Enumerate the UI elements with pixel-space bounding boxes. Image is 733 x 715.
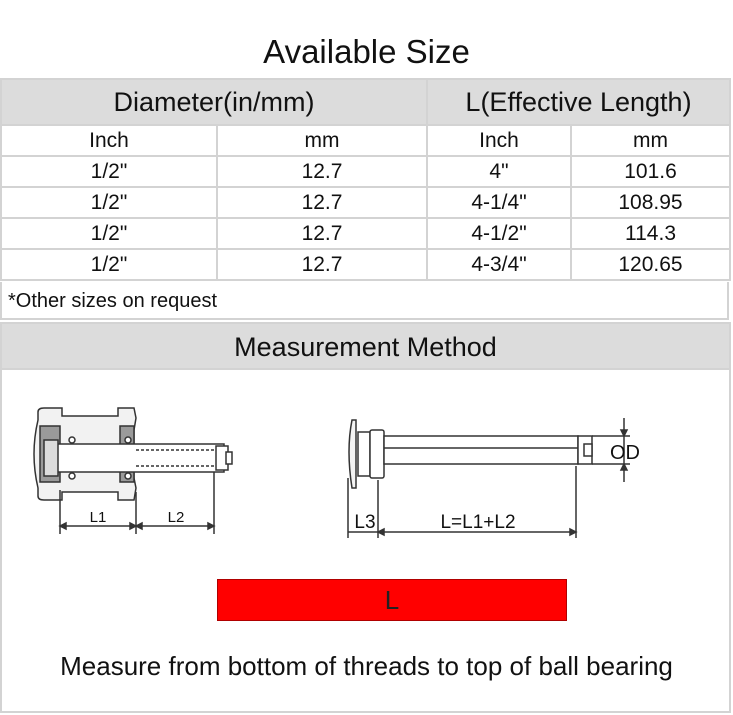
table-cell: 120.65 (571, 249, 730, 280)
table-row (1, 156, 730, 187)
measurement-caption: Measure from bottom of threads to top of ball bearing (60, 651, 673, 681)
col-header-mm: mm (217, 125, 427, 156)
length-header: L(Effective Length) (427, 79, 730, 125)
label-od: OD (610, 442, 640, 464)
table-cell: 1/2" (1, 218, 217, 249)
table-row (1, 187, 730, 218)
table-cell: 108.95 (571, 187, 730, 218)
diameter-header: Diameter(in/mm) (1, 79, 427, 125)
table-cell: 12.7 (217, 187, 427, 218)
table-row (1, 218, 730, 249)
col-header-inch: Inch (1, 125, 217, 156)
table-sub-header-row (1, 125, 730, 156)
table-cell: 1/2" (1, 249, 217, 280)
table-cell: 4-1/2" (427, 218, 571, 249)
measurement-method-heading: Measurement Method (0, 322, 731, 370)
table-group-header-row (1, 79, 730, 125)
col-header-mm: mm (571, 125, 730, 156)
label-l3: L3 (354, 512, 376, 533)
size-table (0, 78, 731, 281)
measurement-diagram (0, 370, 733, 570)
col-header-inch: Inch (427, 125, 571, 156)
table-cell: 4-3/4" (427, 249, 571, 280)
table-cell: 1/2" (1, 187, 217, 218)
page-title: Available Size (263, 33, 470, 70)
label-l1: L1 (89, 509, 107, 526)
table-cell: 114.3 (571, 218, 730, 249)
table-row (1, 249, 730, 280)
other-sizes-note: *Other sizes on request (0, 282, 729, 320)
table-cell: 4" (427, 156, 571, 187)
length-bar: L (217, 579, 567, 621)
table-cell: 1/2" (1, 156, 217, 187)
label-l-sum: L=L1+L2 (440, 512, 516, 533)
table-cell: 12.7 (217, 156, 427, 187)
table-cell: 12.7 (217, 249, 427, 280)
table-cell: 12.7 (217, 218, 427, 249)
table-cell: 101.6 (571, 156, 730, 187)
assembled-stem-drawing (34, 408, 232, 534)
label-l2: L2 (167, 509, 185, 526)
table-cell: 4-1/4" (427, 187, 571, 218)
